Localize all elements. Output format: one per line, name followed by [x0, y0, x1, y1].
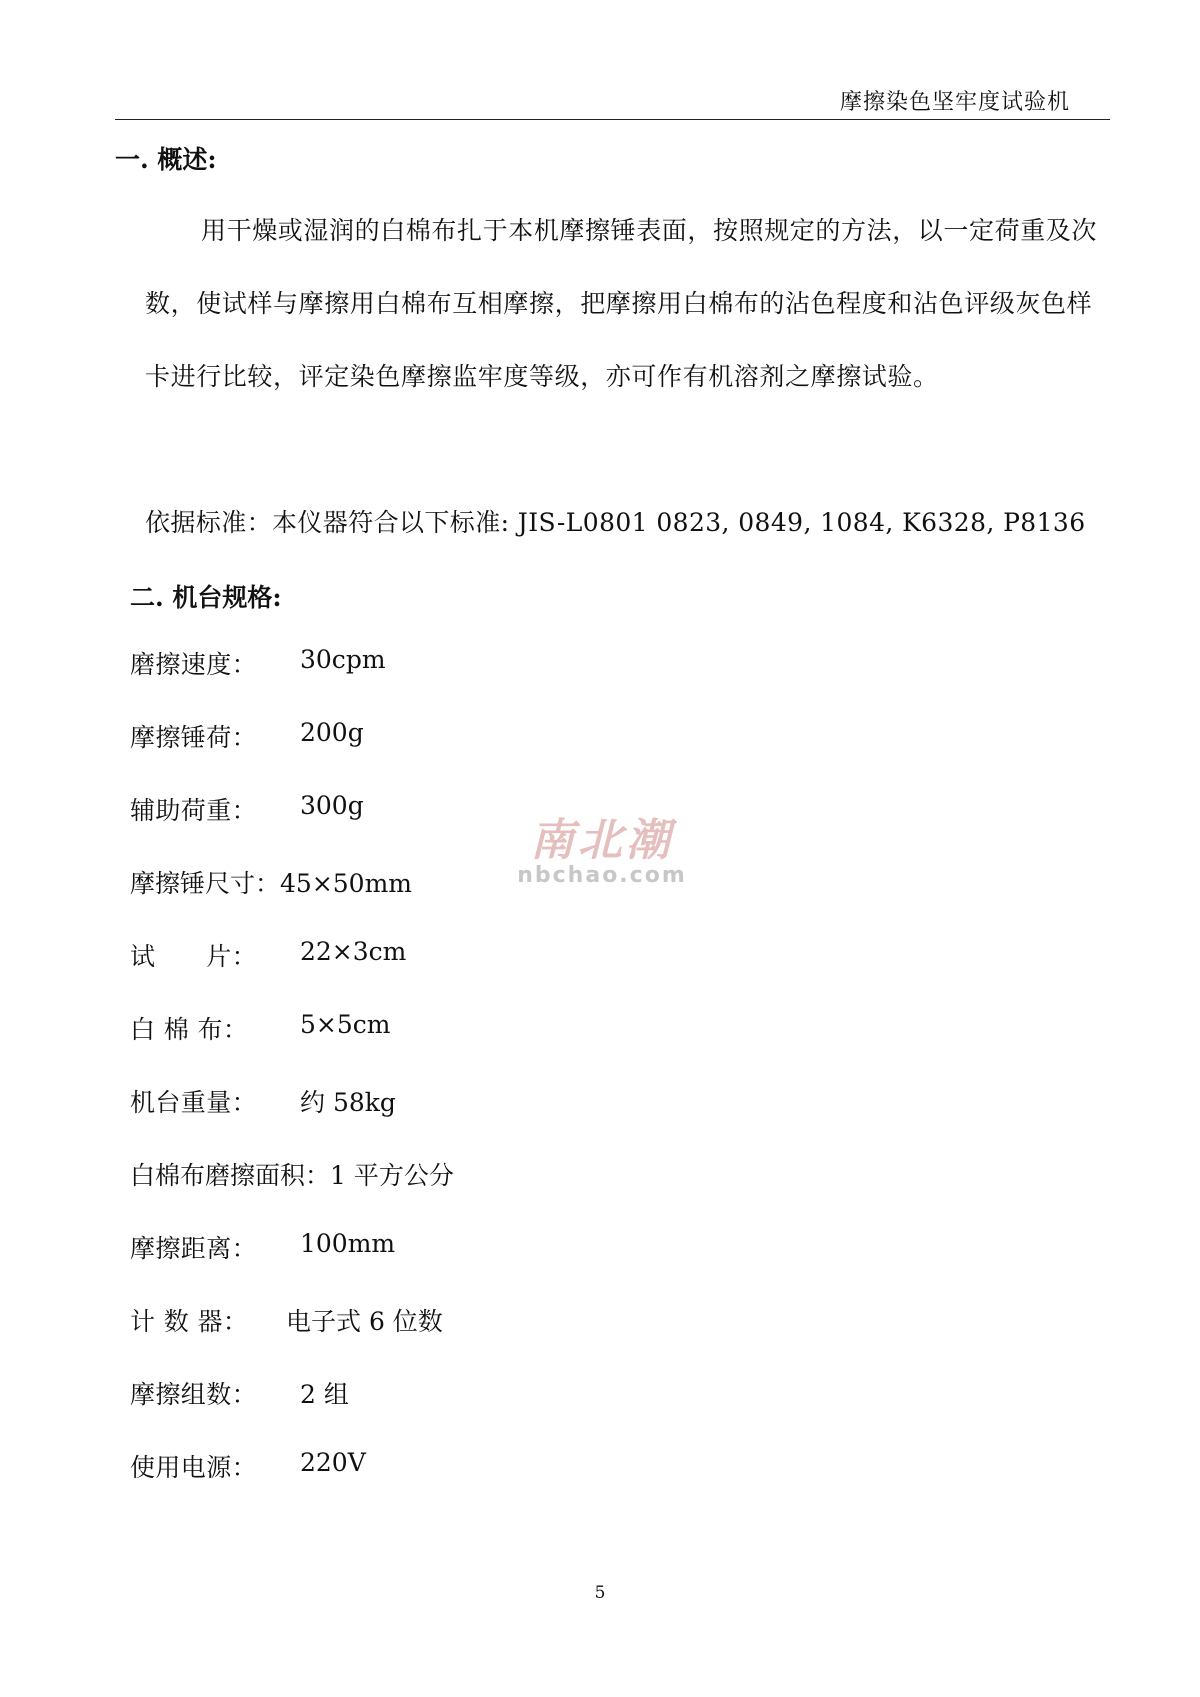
spec-label: 白棉布磨擦面积：1 平方公分 [130, 1161, 454, 1190]
spec-value: 300g [300, 791, 364, 820]
watermark-cn: 南北潮 [530, 815, 674, 866]
page-number: 5 [594, 1583, 606, 1603]
spec-label: 摩擦锤尺寸：45×50mm [130, 869, 412, 898]
spec-label: 试 片： [130, 942, 258, 971]
spec-label: 摩擦组数： [130, 1380, 258, 1409]
standards-basis: 依据标准：本仪器符合以下标准: JIS-L0801 0823, 0849, 1084, K6328, P8136 [145, 508, 1086, 537]
spec-value: 22×3cm [300, 937, 407, 966]
spec-label: 磨擦速度： [130, 650, 258, 679]
watermark-en: nbchao.com [517, 863, 687, 888]
spec-value: 220V [300, 1448, 366, 1477]
spec-value: 200g [300, 718, 364, 747]
overview-paragraph: 用干燥或湿润的白棉布扎于本机摩擦锤表面，按照规定的方法，以一定荷重及次数，使试样与摩擦用白棉布互相摩擦，把摩擦用白棉布的沾色程度和沾色评级灰色样卡进行比较，评定染色摩擦监牢度等级，亦可作有机溶剂之摩擦试验。 [145, 216, 1098, 391]
section-heading-specs: 二. 机台规格: [130, 583, 282, 612]
spec-value: 30cpm [300, 645, 386, 674]
header-title: 摩擦染色坚牢度试验机 [839, 90, 1070, 115]
spec-value: 2 组 [300, 1380, 349, 1409]
spec-label: 摩擦锤荷： [130, 723, 258, 752]
spec-label: 白 棉 布： [130, 1015, 249, 1044]
spec-label: 使用电源： [130, 1453, 258, 1482]
section-heading-overview: 一. 概述: [115, 145, 217, 174]
spec-label: 辅助荷重： [130, 796, 258, 825]
spec-value: 100mm [300, 1229, 396, 1258]
spec-value: 约 58kg [300, 1088, 396, 1117]
watermark-logo [517, 815, 687, 888]
header-divider [115, 119, 1110, 120]
spec-label: 摩擦距离： [130, 1234, 258, 1263]
spec-value: 电子式 6 位数 [286, 1307, 443, 1336]
spec-value: 5×5cm [300, 1010, 391, 1039]
spec-label: 机台重量： [130, 1088, 258, 1117]
spec-label: 计 数 器： [130, 1307, 249, 1336]
